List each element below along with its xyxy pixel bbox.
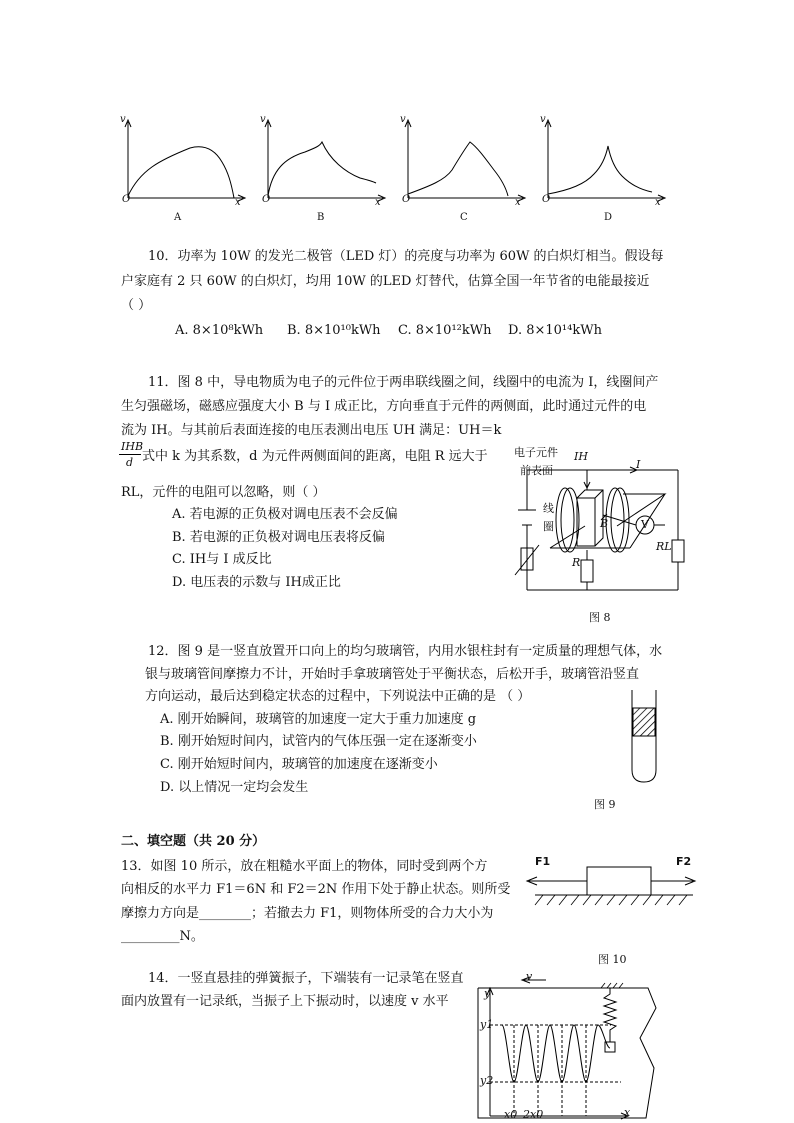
fig11-label-y: y [484,987,491,1000]
graph-b-origin: O [262,194,271,205]
graph-a-label: A [174,212,182,223]
answer-graphs [110,110,690,225]
q12-option-c: C. 刚开始短时间内，玻璃管的加速度在逐渐变小 [160,757,438,772]
fig8-label-r: R [572,556,581,569]
fig8-label-i: I [636,458,641,471]
q12-option-a: A. 刚开始瞬间，玻璃管的加速度一定大于重力加速度 g [160,712,477,727]
q12-option-b: B. 刚开始短时间内，试管内的气体压强一定在逐渐变小 [160,734,477,749]
fig8-label-b: B [600,517,609,530]
graph-d-label: D [604,212,613,223]
q12-line3: 方向运动，最后达到稳定状态的过程中，下列说法中正确的是 （ ） [145,689,531,704]
graph-a [125,120,245,201]
graph-a-axis-v: v [120,114,126,125]
fig11-label-y2: y2 [480,1074,494,1087]
graph-d [545,120,665,201]
q10-line3: （ ） [121,298,152,313]
fig8-label-component: 电子元件 [514,446,558,459]
q14-line1: 14．一竖直悬挂的弹簧振子，下端装有一记录笔在竖直 [148,971,464,986]
graph-b-label: B [317,212,325,223]
graph-c [405,120,525,201]
fig8-label-front-surface: 前表面 [520,464,553,477]
fig11-label-2x0: 2x0 [523,1108,544,1121]
graph-b-axis-v: v [260,114,266,125]
fig8-label-ih: IH [574,450,588,463]
q11-fraction-denominator: d [126,456,134,469]
q13-line2: 向相反的水平力 F1＝6N 和 F2＝2N 作用下处于静止状态。则所受 [121,882,511,897]
q10-option-a: A. 8×10⁸kWh [175,323,264,338]
q10-line1: 10．功率为 10W 的发光二极管（LED 灯）的亮度与功率为 60W 的白炽灯相当。假设每 [148,249,664,264]
q11-line4: 式中 k 为其系数，d 为元件两侧面间的距离，电阻 R 远大于 [142,449,488,464]
graph-a-origin: O [122,194,131,205]
fig11-label-x0: x0 [504,1108,518,1121]
q10-option-c: C. 8×10¹²kWh [398,323,492,338]
q12-line1: 12．图 9 是一竖直放置开口向上的均匀玻璃管，内用水银柱封有一定质量的理想气体，水 [148,644,663,659]
section-2-title: 二、填空题（共 20 分） [121,834,266,849]
graph-d-axis-v: v [540,114,546,125]
fig8-label-voltmeter: V [641,518,649,531]
fig8-caption: 图 8 [589,611,611,624]
fig9-caption: 图 9 [594,798,616,811]
q11-option-b: B. 若电源的正负极对调电压表将反偏 [172,530,385,545]
fig8-label-coil-1: 线 [543,502,554,515]
q11-line5: RL，元件的电阻可以忽略，则（ ） [121,485,326,500]
graph-d-origin: O [542,194,551,205]
q13-line3: 摩擦力方向是________；若撤去力 F1，则物体所受的合力大小为 [121,906,494,921]
q14-line2: 面内放置有一记录纸，当振子上下振动时，以速度 v 水平 [121,994,449,1009]
graph-b [265,120,385,201]
graph-b-axis-x: x [375,197,381,208]
fig8-label-coil-2: 圈 [543,520,554,533]
fig11-label-x: x [624,1106,631,1119]
q11-line3: 流为 IH。与其前后表面连接的电压表测出电压 UH 满足：UH＝k [121,423,502,438]
q11-option-a: A. 若电源的正负极对调电压表不会反偏 [172,507,398,522]
graph-c-label: C [460,212,468,223]
q11-option-d: D. 电压表的示数与 IH成正比 [172,575,341,590]
q11-fraction-bar [119,454,141,455]
q11-line2: 生匀强磁场，磁感应强度大小 B 与 I 成正比，方向垂直于元件的两侧面，此时通过元件的电 [121,399,647,414]
q11-option-c: C. IH与 I 成反比 [172,552,272,567]
q10-option-b: B. 8×10¹⁰kWh [287,323,381,338]
q11-fraction-numerator: IHB [121,440,144,453]
fig11-label-v: v [526,970,533,983]
q10-option-d: D. 8×10¹⁴kWh [508,323,602,338]
q11-line1: 11．图 8 中，导电物质为电子的元件位于两串联线圈之间，线圈中的电流为 I，线圈间产 [148,375,659,390]
figure-9-tube [624,688,674,788]
figure-11-recording [476,968,672,1123]
graph-c-origin: O [402,194,411,205]
graph-a-axis-x: x [235,197,241,208]
q12-option-d: D. 以上情况一定均会发生 [160,780,309,795]
q10-line2: 户家庭有 2 只 60W 的白炽灯，均用 10W 的LED 灯替代，估算全国一年节省的电能最接近 [121,274,650,289]
fig10-caption: 图 10 [598,953,627,966]
fig10-label-f1: F1 [535,855,551,868]
graph-c-axis-v: v [400,114,406,125]
graph-c-axis-x: x [515,197,521,208]
fig10-label-f2: F2 [676,855,692,868]
fig11-label-y1: y1 [480,1018,494,1031]
q13-line4: _________N。 [121,929,204,944]
q13-line1: 13．如图 10 所示，放在粗糙水平面上的物体，同时受到两个方 [121,859,488,874]
fig8-label-rl: RL [656,540,672,553]
graph-d-axis-x: x [655,197,661,208]
q12-line2: 银与玻璃管间摩擦力不计，开始时手拿玻璃管处于平衡状态，后松开手，玻璃管沿竖直 [145,667,640,682]
